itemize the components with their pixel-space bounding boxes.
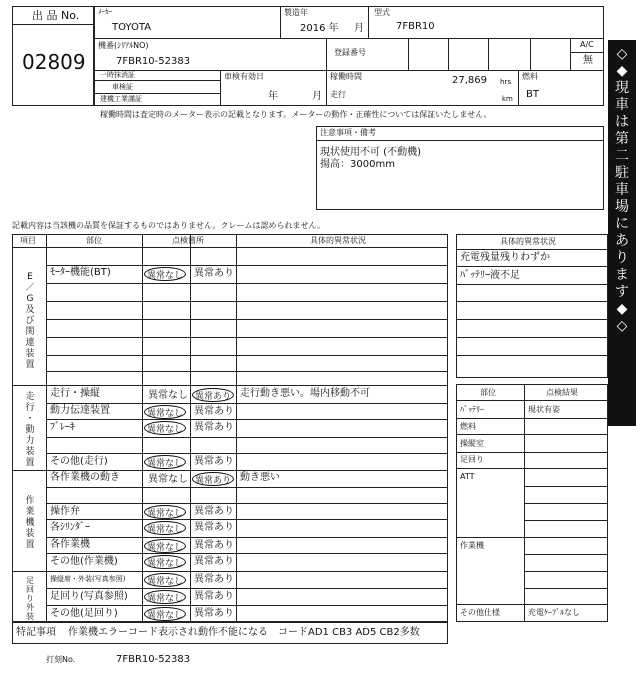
right-row-fuel-part: 燃料 xyxy=(460,422,476,431)
group-undercarriage-label: 足 回 り 外 装 xyxy=(26,576,34,621)
distance-unit: km xyxy=(502,95,513,103)
special-notes-label: 特記事項 xyxy=(16,627,56,638)
row-attachment-part: 各作業機 xyxy=(50,539,90,550)
right-detail-header: 具体的異常状況 xyxy=(500,237,556,246)
row-attachment-motion-detail: 動き悪い xyxy=(240,472,280,483)
row-drive-other-ok[interactable]: 異常なし xyxy=(144,455,186,469)
right-row-undercarriage-part: 足回り xyxy=(460,455,484,464)
stamp-value: 7FBR10-52383 xyxy=(116,654,191,665)
hours-value: 27,869 xyxy=(452,75,487,86)
registration-label: 登録番号 xyxy=(334,48,366,57)
right-row-battery-part: ﾊﾞｯﾃﾘｰ xyxy=(460,405,484,414)
ac-label: A/C xyxy=(580,40,594,49)
row-cabin-ng[interactable]: 異常あり xyxy=(194,574,234,585)
ac-value: 無 xyxy=(583,55,593,66)
right-detail-line2: ﾊﾞｯﾃﾘｰ液不足 xyxy=(460,270,520,281)
row-cylinder-ok[interactable]: 異常なし xyxy=(144,521,186,535)
expiry-month: 月 xyxy=(312,91,322,102)
row-undercarriage-other-ng[interactable]: 異常あり xyxy=(194,608,234,619)
row-undercarriage-other-part: その他(足回り) xyxy=(50,608,118,619)
right-col-part: 部位 xyxy=(480,388,496,397)
row-drive-other-part: その他(走行) xyxy=(50,456,108,467)
row-attachment-other-part: その他(作業機) xyxy=(50,556,118,567)
fuel-value: BT xyxy=(526,89,539,100)
row-cabin-ok[interactable]: 異常なし xyxy=(144,573,186,587)
row-transmission-ng[interactable]: 異常あり xyxy=(194,406,234,417)
group-drive-label: 走 行 ・ 動 力 装 置 xyxy=(25,392,35,468)
expiry-year: 年 xyxy=(268,91,278,102)
notes-line1: 現状使用不可 (不動機) xyxy=(320,147,421,158)
quality-disclaimer: 記載内容は当該機の品質を保証するものではありません。クレームは認められません。 xyxy=(12,221,325,230)
serial-value: 7FBR10-52383 xyxy=(116,56,191,67)
row-attachment-ok[interactable]: 異常なし xyxy=(144,539,186,553)
serial-label: 機番(ｼﾘｱﾙNO) xyxy=(98,41,149,50)
row-attachment-motion-ok[interactable]: 異常なし xyxy=(148,474,188,485)
row-undercarriage-other-ok[interactable]: 異常なし xyxy=(144,607,186,621)
location-banner: ◇ ◆ 現 車 は 第 二 駐 車 場 に あ り ま す ◆ ◇ xyxy=(608,40,636,426)
right-row-attachment-part: 作業機 xyxy=(460,541,484,550)
model-label: 型式 xyxy=(374,8,390,17)
row-steering-part: 走行・操縦 xyxy=(50,388,100,399)
row-attachment-other-ng[interactable]: 異常あり xyxy=(194,556,234,567)
row-attachment-motion-ng[interactable]: 異常あり xyxy=(192,472,234,486)
row-steering-ng[interactable]: 異常あり xyxy=(192,388,234,402)
col-check: 点検箇所 xyxy=(172,236,204,245)
right-row-other-result: 充電ｹｰﾌﾞﾙなし xyxy=(528,608,580,617)
maker-label: ﾒｰｶｰ xyxy=(98,8,112,16)
row-valve-ok[interactable]: 異常なし xyxy=(144,505,186,519)
hours-unit: hrs xyxy=(500,78,511,86)
row-cylinder-ng[interactable]: 異常あり xyxy=(194,522,234,533)
row-transmission-part: 動力伝達装置 xyxy=(50,405,110,416)
col-category: 項目 xyxy=(20,236,36,245)
row-steering-ok[interactable]: 異常なし xyxy=(148,390,188,401)
group-attachment-label: 作 業 機 装 置 xyxy=(25,496,35,550)
row-motor-ng[interactable]: 異常あり xyxy=(194,268,234,279)
row-cylinder-part: 各ｼﾘﾝﾀﾞｰ xyxy=(50,522,90,533)
row-brake-ok[interactable]: 異常なし xyxy=(144,421,186,435)
row-transmission-ok[interactable]: 異常なし xyxy=(144,405,186,419)
fuel-label: 燃料 xyxy=(522,72,538,81)
crane-cert-label: 建機工業謹証 xyxy=(100,95,142,103)
right-row-cabin-part: 操縦室 xyxy=(460,439,484,448)
year-value: 2016 年 xyxy=(300,23,339,34)
right-row-att-part: ATT xyxy=(460,472,475,481)
row-attachment-ng[interactable]: 異常あり xyxy=(194,540,234,551)
hours-label: 稼働時間 xyxy=(330,72,362,81)
row-motor-part: ﾓｰﾀｰ機能(BT) xyxy=(50,267,111,278)
special-notes-text: 作業機エラーコード表示され動作不能になる コードAD1 CB3 AD5 CB2多数 xyxy=(68,627,420,638)
row-attachment-motion-part: 各作業機の動き xyxy=(50,472,120,483)
row-brake-ng[interactable]: 異常あり xyxy=(194,422,234,433)
stamp-label: 打刻No. xyxy=(46,655,76,664)
row-drive-other-ng[interactable]: 異常あり xyxy=(194,456,234,467)
row-undercarriage-ng[interactable]: 異常あり xyxy=(194,591,234,602)
year-label: 製造年 xyxy=(284,8,308,17)
row-valve-part: 操作弁 xyxy=(50,506,80,517)
notes-line2: 揚高：3000mm xyxy=(320,159,395,170)
row-attachment-other-ok[interactable]: 異常なし xyxy=(144,555,186,569)
right-detail-line1: 充電残量残りわずか xyxy=(460,252,550,263)
right-row-other-part: その他仕様 xyxy=(460,608,500,617)
group-engine-label: E ／ G 及 び 関 連 装 置 xyxy=(25,272,35,370)
distance-label: 走行 xyxy=(330,90,346,99)
right-row-battery-result: 現状有姿 xyxy=(528,405,560,414)
row-undercarriage-part: 足回り(写真参照) xyxy=(50,591,128,602)
right-col-result: 点検結果 xyxy=(546,388,578,397)
col-part: 部位 xyxy=(86,236,102,245)
expiry-label: 車検有効日 xyxy=(224,72,264,81)
row-undercarriage-ok[interactable]: 異常なし xyxy=(144,590,186,604)
model-value: 7FBR10 xyxy=(396,21,435,32)
row-brake-part: ﾌﾞﾚｰｷ xyxy=(50,422,75,433)
maker-value: TOYOTA xyxy=(112,22,152,33)
inspection-cert-label: 車検証 xyxy=(112,83,133,91)
temp-cert-label: 一時抹消証 xyxy=(100,71,135,79)
hours-disclaimer: 稼働時間は査定時のメーター表示の記載となります。メーターの動作・正確性については保証いたしません。 xyxy=(100,110,492,119)
year-month-suffix: 月 xyxy=(354,23,364,34)
row-valve-ng[interactable]: 異常あり xyxy=(194,506,234,517)
notes-label: 注意事項・備考 xyxy=(320,128,376,137)
lot-number: 02809 xyxy=(22,50,86,74)
row-motor-ok[interactable]: 異常なし xyxy=(144,267,186,281)
lot-label: 出 品 No. xyxy=(32,9,80,22)
row-steering-detail: 走行動き悪い。場内移動不可 xyxy=(240,388,370,399)
col-detail: 具体的異常状況 xyxy=(310,236,366,245)
row-cabin-part: 操縦席・外装(写真参照) xyxy=(50,575,126,583)
